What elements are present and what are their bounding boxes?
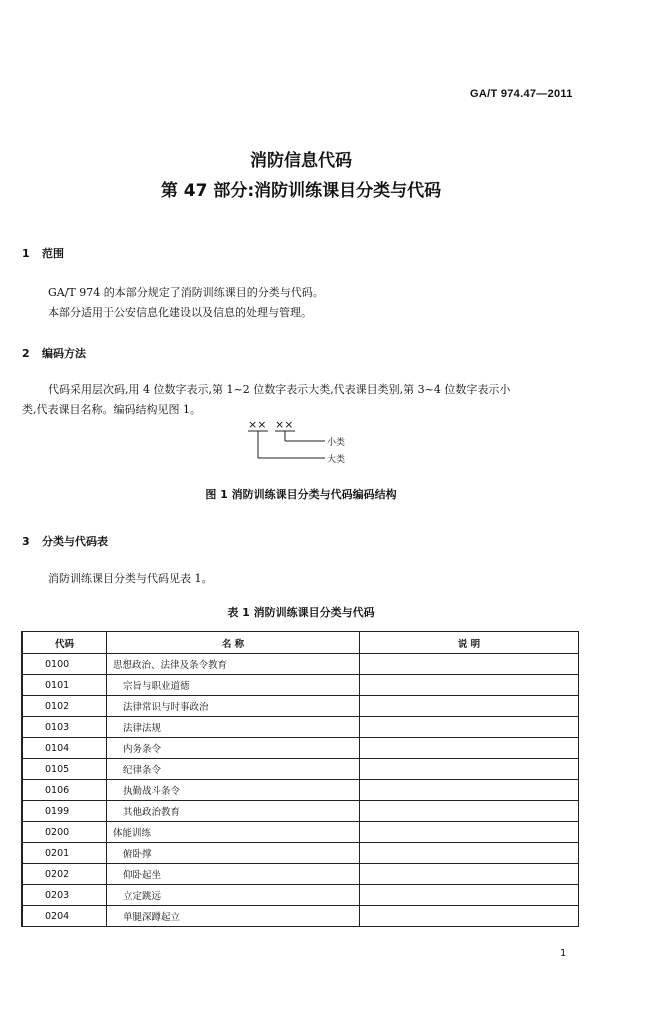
minor-label: 小类 [327, 438, 346, 448]
section-title: 范围 [42, 247, 64, 260]
section-title: 编码方法 [42, 347, 86, 360]
table-row [22, 843, 579, 864]
name-cell: 内务条令 [107, 738, 360, 759]
code-cell: 0102 [22, 696, 107, 717]
page-number: 1 [560, 948, 567, 959]
name-cell: 单腿深蹲起立 [107, 906, 360, 927]
table-row [22, 801, 579, 822]
section-2-paragraph-line-2: 类,代表课目名称。编码结构见图 1。 [22, 403, 201, 416]
section-number: 1 [22, 247, 30, 260]
name-cell: 纪律条令 [107, 759, 360, 780]
table-row [22, 822, 579, 843]
note-cell [360, 696, 579, 717]
section-2-paragraph-line-1: 代码采用层次码,用 4 位数字表示,第 1~2 位数字表示大类,代表课目类别,第 3~4 位数字表示小 [48, 383, 511, 396]
table-caption: 表 1 消防训练课目分类与代码 [227, 606, 375, 619]
name-cell: 法律常识与时事政治 [107, 696, 360, 717]
column-header-name: 名 称 [107, 632, 360, 654]
note-cell [360, 822, 579, 843]
section-1-heading [22, 245, 64, 261]
name-cell: 体能训练 [107, 822, 360, 843]
note-cell [360, 801, 579, 822]
table-row [22, 696, 579, 717]
code-cell: 0201 [22, 843, 107, 864]
major-marks: ×× [248, 418, 267, 431]
minor-marks: ×× [275, 418, 294, 431]
name-cell: 俯卧撑 [107, 843, 360, 864]
code-cell: 0200 [22, 822, 107, 843]
figure-caption: 图 1 消防训练课目分类与代码编码结构 [205, 488, 397, 501]
section-1-paragraph-1: GA/T 974 的本部分规定了消防训练课目的分类与代码。 [48, 286, 324, 299]
name-cell: 思想政治、法律及条令教育 [107, 654, 360, 675]
note-cell [360, 885, 579, 906]
code-cell: 0106 [22, 780, 107, 801]
note-cell [360, 780, 579, 801]
column-header-note: 说 明 [360, 632, 579, 654]
code-cell: 0203 [22, 885, 107, 906]
table-row [22, 738, 579, 759]
section-2-heading [22, 345, 86, 361]
note-cell [360, 864, 579, 885]
note-cell [360, 906, 579, 927]
code-cell: 0199 [22, 801, 107, 822]
column-header-code: 代码 [22, 632, 107, 654]
note-cell [360, 843, 579, 864]
standard-code: GA/T 974.47—2011 [470, 88, 573, 100]
name-cell: 其他政治教育 [107, 801, 360, 822]
section-title: 分类与代码表 [42, 535, 108, 548]
note-cell [360, 738, 579, 759]
section-number: 2 [22, 347, 30, 360]
section-3-heading [22, 533, 108, 549]
name-cell: 立定跳远 [107, 885, 360, 906]
section-number: 3 [22, 535, 30, 548]
note-cell [360, 717, 579, 738]
table-row [22, 717, 579, 738]
major-label: 大类 [327, 455, 346, 465]
code-cell: 0104 [22, 738, 107, 759]
code-cell: 0105 [22, 759, 107, 780]
section-1-paragraph-2: 本部分适用于公安信息化建设以及信息的处理与管理。 [48, 306, 312, 319]
code-cell: 0100 [22, 654, 107, 675]
table-header-row [22, 632, 579, 654]
name-cell: 执勤战斗条令 [107, 780, 360, 801]
classification-code-table [21, 631, 579, 927]
note-cell [360, 759, 579, 780]
table-row [22, 906, 579, 927]
section-3-paragraph-1: 消防训练课目分类与代码见表 1。 [48, 572, 213, 585]
code-cell: 0204 [22, 906, 107, 927]
name-cell: 仰卧起坐 [107, 864, 360, 885]
name-cell: 法律法规 [107, 717, 360, 738]
code-cell: 0103 [22, 717, 107, 738]
code-structure-diagram [245, 420, 385, 468]
name-cell: 宗旨与职业道德 [107, 675, 360, 696]
code-cell: 0101 [22, 675, 107, 696]
table-row [22, 759, 579, 780]
code-cell: 0202 [22, 864, 107, 885]
note-cell [360, 675, 579, 696]
table-row [22, 675, 579, 696]
table-row [22, 654, 579, 675]
table-row [22, 864, 579, 885]
note-cell [360, 654, 579, 675]
table-row [22, 780, 579, 801]
table-row [22, 885, 579, 906]
document-subtitle: 第 47 部分:消防训练课目分类与代码 [160, 181, 442, 201]
document-title: 消防信息代码 [250, 151, 352, 171]
